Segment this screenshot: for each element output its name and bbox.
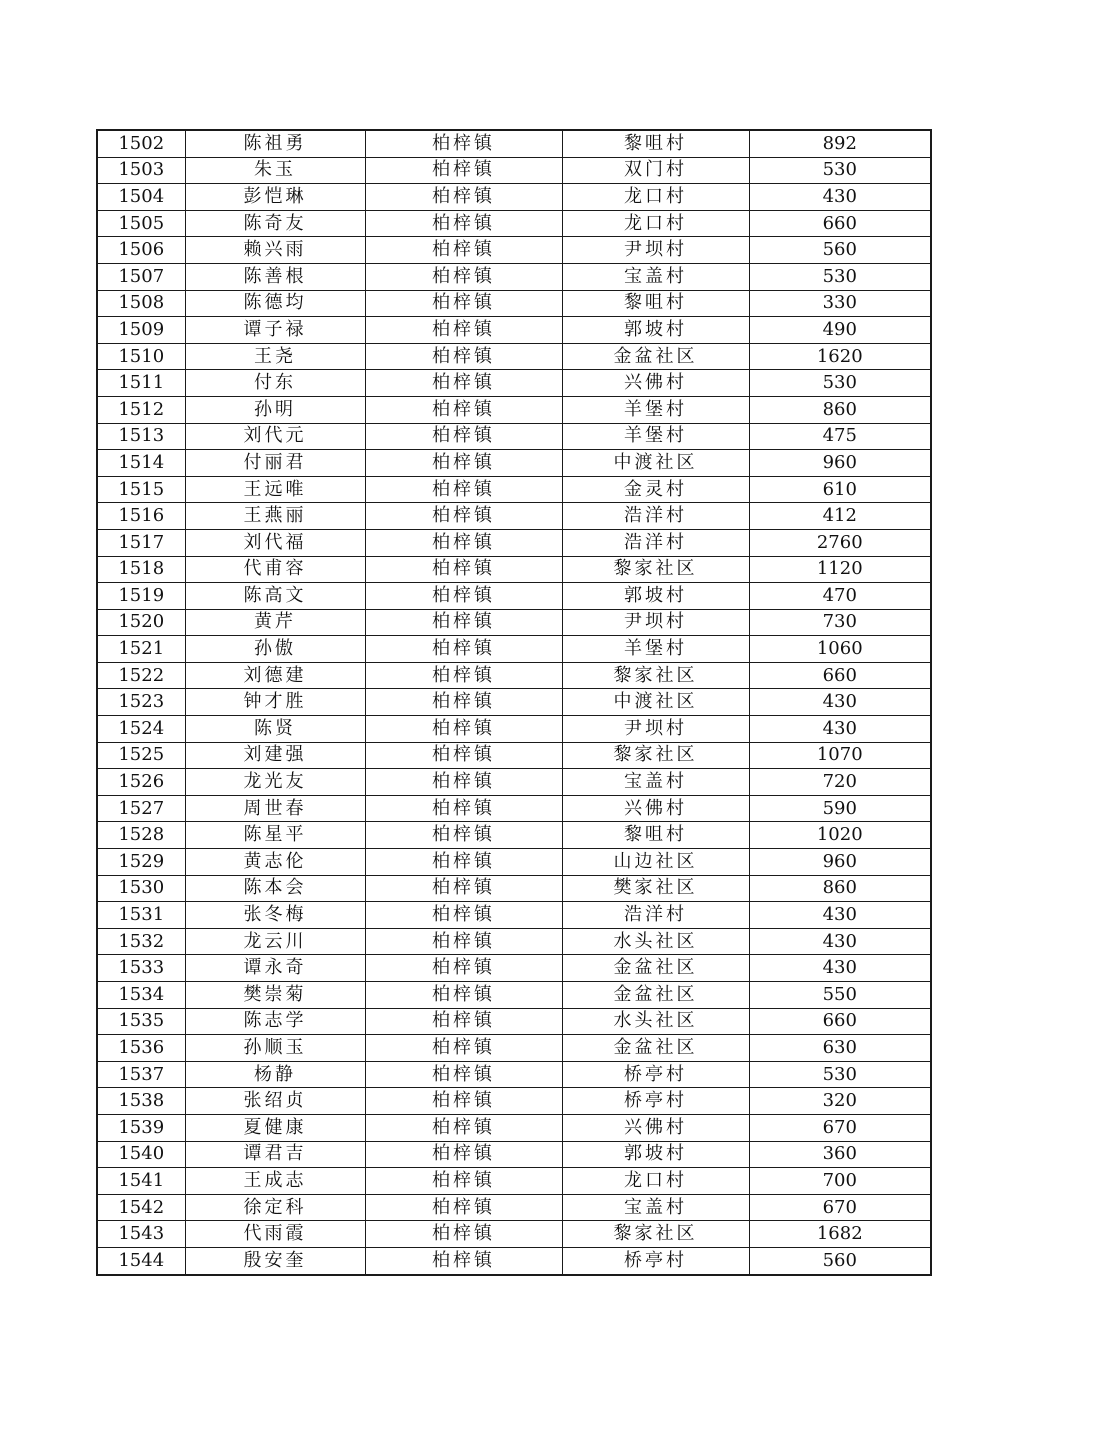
- table-row: [97, 716, 931, 743]
- amount-value-cell: 660: [749, 662, 931, 689]
- town-name-cell: 柏梓镇: [365, 396, 562, 423]
- row-number-cell: 1515: [97, 476, 185, 503]
- town-name-cell: 柏梓镇: [365, 875, 562, 902]
- table-row: [97, 662, 931, 689]
- person-name-cell: 孙顺玉: [185, 1035, 365, 1062]
- table-row: [97, 556, 931, 583]
- amount-value-cell: 470: [749, 583, 931, 610]
- table-row: [97, 130, 931, 157]
- row-number-cell: 1513: [97, 423, 185, 450]
- row-number-cell: 1544: [97, 1247, 185, 1274]
- person-name-cell: 钟才胜: [185, 689, 365, 716]
- table-row: [97, 583, 931, 610]
- village-name-cell: 黎家社区: [562, 556, 749, 583]
- table-row: [97, 742, 931, 769]
- row-number-cell: 1510: [97, 343, 185, 370]
- town-name-cell: 柏梓镇: [365, 849, 562, 876]
- table-row: [97, 184, 931, 211]
- village-name-cell: 尹坝村: [562, 237, 749, 264]
- row-number-cell: 1512: [97, 396, 185, 423]
- person-name-cell: 殷安奎: [185, 1247, 365, 1274]
- village-name-cell: 龙口村: [562, 184, 749, 211]
- person-name-cell: 周世春: [185, 795, 365, 822]
- town-name-cell: 柏梓镇: [365, 822, 562, 849]
- town-name-cell: 柏梓镇: [365, 583, 562, 610]
- table-row: [97, 1114, 931, 1141]
- town-name-cell: 柏梓镇: [365, 982, 562, 1009]
- amount-value-cell: 960: [749, 849, 931, 876]
- person-name-cell: 陈志学: [185, 1008, 365, 1035]
- table-row: [97, 1141, 931, 1168]
- amount-value-cell: 960: [749, 450, 931, 477]
- village-name-cell: 金盆社区: [562, 343, 749, 370]
- amount-value-cell: 860: [749, 875, 931, 902]
- amount-value-cell: 660: [749, 1008, 931, 1035]
- town-name-cell: 柏梓镇: [365, 130, 562, 157]
- amount-value-cell: 560: [749, 1247, 931, 1274]
- village-name-cell: 兴佛村: [562, 370, 749, 397]
- person-name-cell: 谭君吉: [185, 1141, 365, 1168]
- person-name-cell: 黄志伦: [185, 849, 365, 876]
- village-name-cell: 水头社区: [562, 928, 749, 955]
- town-name-cell: 柏梓镇: [365, 1035, 562, 1062]
- village-name-cell: 桥亭村: [562, 1061, 749, 1088]
- town-name-cell: 柏梓镇: [365, 210, 562, 237]
- person-name-cell: 黄芹: [185, 609, 365, 636]
- town-name-cell: 柏梓镇: [365, 423, 562, 450]
- village-name-cell: 金盆社区: [562, 1035, 749, 1062]
- row-number-cell: 1529: [97, 849, 185, 876]
- village-name-cell: 郭坡村: [562, 317, 749, 344]
- town-name-cell: 柏梓镇: [365, 1194, 562, 1221]
- village-name-cell: 宝盖村: [562, 1194, 749, 1221]
- village-name-cell: 金灵村: [562, 476, 749, 503]
- amount-value-cell: 1120: [749, 556, 931, 583]
- row-number-cell: 1505: [97, 210, 185, 237]
- village-name-cell: 双门村: [562, 157, 749, 184]
- table-row: [97, 503, 931, 530]
- person-name-cell: 陈善根: [185, 263, 365, 290]
- person-name-cell: 谭子禄: [185, 317, 365, 344]
- village-name-cell: 羊堡村: [562, 396, 749, 423]
- village-name-cell: 浩洋村: [562, 503, 749, 530]
- person-name-cell: 樊崇菊: [185, 982, 365, 1009]
- village-name-cell: 黎咀村: [562, 822, 749, 849]
- village-name-cell: 山边社区: [562, 849, 749, 876]
- table-row: [97, 290, 931, 317]
- town-name-cell: 柏梓镇: [365, 1088, 562, 1115]
- amount-value-cell: 360: [749, 1141, 931, 1168]
- person-name-cell: 陈本会: [185, 875, 365, 902]
- town-name-cell: 柏梓镇: [365, 290, 562, 317]
- town-name-cell: 柏梓镇: [365, 343, 562, 370]
- village-name-cell: 黎咀村: [562, 130, 749, 157]
- amount-value-cell: 412: [749, 503, 931, 530]
- person-name-cell: 付东: [185, 370, 365, 397]
- table-row: [97, 396, 931, 423]
- town-name-cell: 柏梓镇: [365, 370, 562, 397]
- amount-value-cell: 700: [749, 1168, 931, 1195]
- village-name-cell: 郭坡村: [562, 1141, 749, 1168]
- town-name-cell: 柏梓镇: [365, 157, 562, 184]
- data-table: [96, 129, 932, 1276]
- amount-value-cell: 892: [749, 130, 931, 157]
- town-name-cell: 柏梓镇: [365, 1141, 562, 1168]
- table-row: [97, 263, 931, 290]
- row-number-cell: 1517: [97, 529, 185, 556]
- row-number-cell: 1540: [97, 1141, 185, 1168]
- table-row: [97, 795, 931, 822]
- person-name-cell: 徐定科: [185, 1194, 365, 1221]
- village-name-cell: 黎家社区: [562, 662, 749, 689]
- person-name-cell: 代雨霞: [185, 1221, 365, 1248]
- village-name-cell: 宝盖村: [562, 263, 749, 290]
- amount-value-cell: 430: [749, 955, 931, 982]
- village-name-cell: 浩洋村: [562, 529, 749, 556]
- table-row: [97, 1247, 931, 1274]
- person-name-cell: 彭恺琳: [185, 184, 365, 211]
- row-number-cell: 1528: [97, 822, 185, 849]
- row-number-cell: 1506: [97, 237, 185, 264]
- row-number-cell: 1535: [97, 1008, 185, 1035]
- town-name-cell: 柏梓镇: [365, 1114, 562, 1141]
- row-number-cell: 1509: [97, 317, 185, 344]
- table-row: [97, 1008, 931, 1035]
- town-name-cell: 柏梓镇: [365, 1008, 562, 1035]
- person-name-cell: 陈德均: [185, 290, 365, 317]
- table-row: [97, 636, 931, 663]
- table-row: [97, 317, 931, 344]
- amount-value-cell: 550: [749, 982, 931, 1009]
- row-number-cell: 1534: [97, 982, 185, 1009]
- amount-value-cell: 1682: [749, 1221, 931, 1248]
- row-number-cell: 1521: [97, 636, 185, 663]
- row-number-cell: 1516: [97, 503, 185, 530]
- amount-value-cell: 430: [749, 716, 931, 743]
- person-name-cell: 陈祖勇: [185, 130, 365, 157]
- person-name-cell: 朱玉: [185, 157, 365, 184]
- person-name-cell: 陈贤: [185, 716, 365, 743]
- town-name-cell: 柏梓镇: [365, 662, 562, 689]
- village-name-cell: 郭坡村: [562, 583, 749, 610]
- amount-value-cell: 660: [749, 210, 931, 237]
- table-row: [97, 1035, 931, 1062]
- row-number-cell: 1527: [97, 795, 185, 822]
- table-row: [97, 1194, 931, 1221]
- row-number-cell: 1537: [97, 1061, 185, 1088]
- town-name-cell: 柏梓镇: [365, 716, 562, 743]
- person-name-cell: 王远唯: [185, 476, 365, 503]
- row-number-cell: 1519: [97, 583, 185, 610]
- row-number-cell: 1511: [97, 370, 185, 397]
- village-name-cell: 黎家社区: [562, 742, 749, 769]
- village-name-cell: 尹坝村: [562, 609, 749, 636]
- village-name-cell: 尹坝村: [562, 716, 749, 743]
- amount-value-cell: 430: [749, 689, 931, 716]
- table-row: [97, 982, 931, 1009]
- amount-value-cell: 430: [749, 928, 931, 955]
- table-row: [97, 1168, 931, 1195]
- table-row: [97, 450, 931, 477]
- town-name-cell: 柏梓镇: [365, 556, 562, 583]
- row-number-cell: 1502: [97, 130, 185, 157]
- amount-value-cell: 530: [749, 1061, 931, 1088]
- town-name-cell: 柏梓镇: [365, 317, 562, 344]
- table-row: [97, 370, 931, 397]
- row-number-cell: 1522: [97, 662, 185, 689]
- village-name-cell: 黎家社区: [562, 1221, 749, 1248]
- table-row: [97, 343, 931, 370]
- amount-value-cell: 590: [749, 795, 931, 822]
- amount-value-cell: 530: [749, 263, 931, 290]
- village-name-cell: 金盆社区: [562, 982, 749, 1009]
- town-name-cell: 柏梓镇: [365, 529, 562, 556]
- village-name-cell: 龙口村: [562, 1168, 749, 1195]
- town-name-cell: 柏梓镇: [365, 636, 562, 663]
- table-row: [97, 157, 931, 184]
- amount-value-cell: 1020: [749, 822, 931, 849]
- village-name-cell: 宝盖村: [562, 769, 749, 796]
- village-name-cell: 桥亭村: [562, 1247, 749, 1274]
- person-name-cell: 龙云川: [185, 928, 365, 955]
- person-name-cell: 刘代元: [185, 423, 365, 450]
- row-number-cell: 1533: [97, 955, 185, 982]
- amount-value-cell: 430: [749, 902, 931, 929]
- person-name-cell: 张冬梅: [185, 902, 365, 929]
- table-row: [97, 928, 931, 955]
- amount-value-cell: 490: [749, 317, 931, 344]
- amount-value-cell: 560: [749, 237, 931, 264]
- table-row: [97, 769, 931, 796]
- row-number-cell: 1531: [97, 902, 185, 929]
- row-number-cell: 1507: [97, 263, 185, 290]
- amount-value-cell: 330: [749, 290, 931, 317]
- amount-value-cell: 530: [749, 157, 931, 184]
- town-name-cell: 柏梓镇: [365, 609, 562, 636]
- town-name-cell: 柏梓镇: [365, 902, 562, 929]
- amount-value-cell: 860: [749, 396, 931, 423]
- town-name-cell: 柏梓镇: [365, 795, 562, 822]
- row-number-cell: 1523: [97, 689, 185, 716]
- table-row: [97, 529, 931, 556]
- person-name-cell: 陈高文: [185, 583, 365, 610]
- row-number-cell: 1539: [97, 1114, 185, 1141]
- amount-value-cell: 530: [749, 370, 931, 397]
- town-name-cell: 柏梓镇: [365, 1168, 562, 1195]
- amount-value-cell: 720: [749, 769, 931, 796]
- row-number-cell: 1524: [97, 716, 185, 743]
- row-number-cell: 1518: [97, 556, 185, 583]
- village-name-cell: 黎咀村: [562, 290, 749, 317]
- amount-value-cell: 1620: [749, 343, 931, 370]
- person-name-cell: 孙傲: [185, 636, 365, 663]
- table-row: [97, 423, 931, 450]
- village-name-cell: 金盆社区: [562, 955, 749, 982]
- person-name-cell: 陈奇友: [185, 210, 365, 237]
- village-name-cell: 水头社区: [562, 1008, 749, 1035]
- row-number-cell: 1543: [97, 1221, 185, 1248]
- table-row: [97, 689, 931, 716]
- person-name-cell: 付丽君: [185, 450, 365, 477]
- person-name-cell: 赖兴雨: [185, 237, 365, 264]
- row-number-cell: 1532: [97, 928, 185, 955]
- amount-value-cell: 670: [749, 1114, 931, 1141]
- amount-value-cell: 430: [749, 184, 931, 211]
- row-number-cell: 1525: [97, 742, 185, 769]
- table-row: [97, 1061, 931, 1088]
- town-name-cell: 柏梓镇: [365, 184, 562, 211]
- row-number-cell: 1508: [97, 290, 185, 317]
- town-name-cell: 柏梓镇: [365, 237, 562, 264]
- row-number-cell: 1514: [97, 450, 185, 477]
- person-name-cell: 孙明: [185, 396, 365, 423]
- table-row: [97, 955, 931, 982]
- row-number-cell: 1526: [97, 769, 185, 796]
- person-name-cell: 王尧: [185, 343, 365, 370]
- village-name-cell: 中渡社区: [562, 689, 749, 716]
- town-name-cell: 柏梓镇: [365, 928, 562, 955]
- village-name-cell: 龙口村: [562, 210, 749, 237]
- amount-value-cell: 630: [749, 1035, 931, 1062]
- town-name-cell: 柏梓镇: [365, 1061, 562, 1088]
- town-name-cell: 柏梓镇: [365, 476, 562, 503]
- table-row: [97, 1221, 931, 1248]
- person-name-cell: 张绍贞: [185, 1088, 365, 1115]
- person-name-cell: 谭永奇: [185, 955, 365, 982]
- town-name-cell: 柏梓镇: [365, 1221, 562, 1248]
- table-row: [97, 822, 931, 849]
- amount-value-cell: 2760: [749, 529, 931, 556]
- amount-value-cell: 730: [749, 609, 931, 636]
- village-name-cell: 中渡社区: [562, 450, 749, 477]
- table-row: [97, 875, 931, 902]
- person-name-cell: 王成志: [185, 1168, 365, 1195]
- table-row: [97, 902, 931, 929]
- person-name-cell: 陈星平: [185, 822, 365, 849]
- row-number-cell: 1541: [97, 1168, 185, 1195]
- town-name-cell: 柏梓镇: [365, 503, 562, 530]
- village-name-cell: 羊堡村: [562, 423, 749, 450]
- village-name-cell: 桥亭村: [562, 1088, 749, 1115]
- town-name-cell: 柏梓镇: [365, 689, 562, 716]
- amount-value-cell: 475: [749, 423, 931, 450]
- town-name-cell: 柏梓镇: [365, 263, 562, 290]
- table-row: [97, 1088, 931, 1115]
- person-name-cell: 代甫容: [185, 556, 365, 583]
- village-name-cell: 浩洋村: [562, 902, 749, 929]
- row-number-cell: 1520: [97, 609, 185, 636]
- amount-value-cell: 320: [749, 1088, 931, 1115]
- amount-value-cell: 610: [749, 476, 931, 503]
- person-name-cell: 夏健康: [185, 1114, 365, 1141]
- table-body: [97, 130, 931, 1275]
- village-name-cell: 樊家社区: [562, 875, 749, 902]
- amount-value-cell: 1060: [749, 636, 931, 663]
- row-number-cell: 1530: [97, 875, 185, 902]
- village-name-cell: 羊堡村: [562, 636, 749, 663]
- table-row: [97, 237, 931, 264]
- table-row: [97, 609, 931, 636]
- table-row: [97, 210, 931, 237]
- amount-value-cell: 670: [749, 1194, 931, 1221]
- row-number-cell: 1538: [97, 1088, 185, 1115]
- town-name-cell: 柏梓镇: [365, 1247, 562, 1274]
- person-name-cell: 龙光友: [185, 769, 365, 796]
- row-number-cell: 1504: [97, 184, 185, 211]
- village-name-cell: 兴佛村: [562, 795, 749, 822]
- town-name-cell: 柏梓镇: [365, 769, 562, 796]
- village-name-cell: 兴佛村: [562, 1114, 749, 1141]
- town-name-cell: 柏梓镇: [365, 955, 562, 982]
- row-number-cell: 1542: [97, 1194, 185, 1221]
- amount-value-cell: 1070: [749, 742, 931, 769]
- person-name-cell: 杨静: [185, 1061, 365, 1088]
- town-name-cell: 柏梓镇: [365, 742, 562, 769]
- table-row: [97, 849, 931, 876]
- person-name-cell: 刘德建: [185, 662, 365, 689]
- person-name-cell: 王燕丽: [185, 503, 365, 530]
- row-number-cell: 1503: [97, 157, 185, 184]
- person-name-cell: 刘代福: [185, 529, 365, 556]
- person-name-cell: 刘建强: [185, 742, 365, 769]
- row-number-cell: 1536: [97, 1035, 185, 1062]
- table-row: [97, 476, 931, 503]
- town-name-cell: 柏梓镇: [365, 450, 562, 477]
